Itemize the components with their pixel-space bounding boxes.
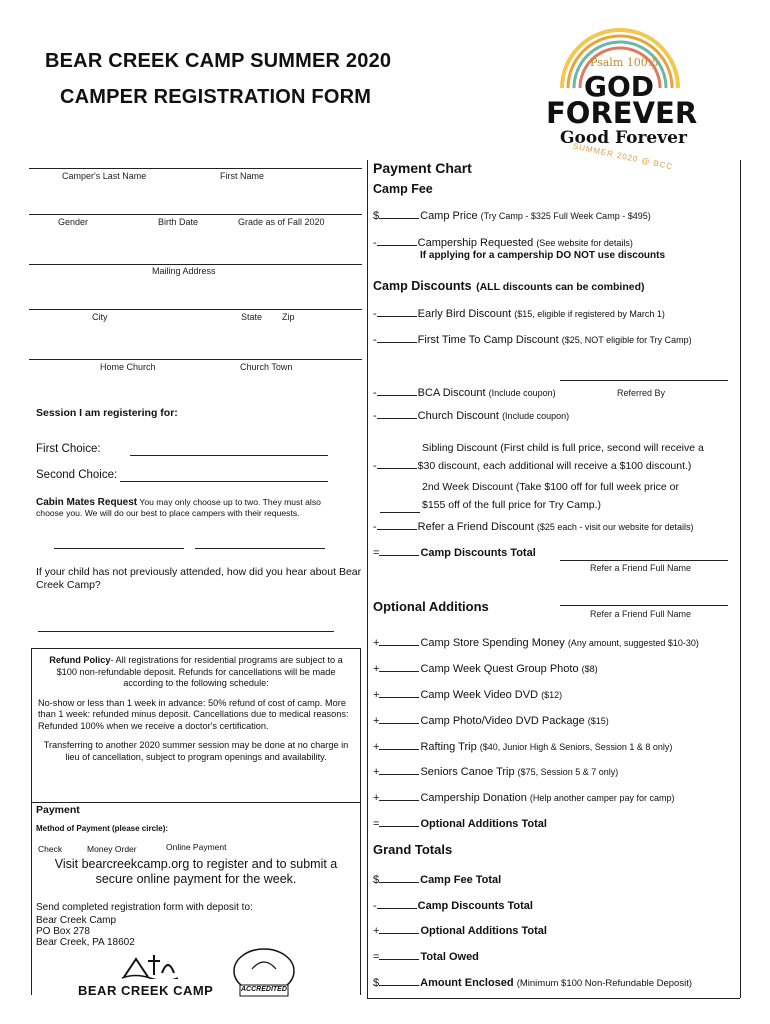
refer-friend-note: ($25 each - visit our website for details) bbox=[536, 522, 694, 532]
discounts-heading-row bbox=[373, 277, 645, 295]
cabin-mates-heading: Cabin Mates Request bbox=[36, 497, 138, 508]
donation-label: Campership Donation bbox=[420, 792, 527, 804]
discounts-heading: Camp Discounts bbox=[373, 279, 472, 293]
logo-psalm: Psalm 100:5 bbox=[590, 56, 659, 69]
bca-symbol: - bbox=[373, 387, 377, 399]
label-state: State bbox=[241, 312, 263, 322]
row-early-bird bbox=[373, 306, 665, 320]
g-enclosed-label: Amount Enclosed bbox=[420, 977, 514, 989]
first-time-note: ($25, NOT eligible for Try Camp) bbox=[561, 335, 692, 345]
row-sibling bbox=[373, 458, 691, 472]
store-symbol: + bbox=[373, 637, 380, 649]
payment-option-check[interactable]: Check bbox=[38, 844, 63, 854]
first-time-field[interactable] bbox=[377, 332, 417, 343]
quest-photo-label: Camp Week Quest Group Photo bbox=[420, 663, 579, 675]
quest-photo-field[interactable] bbox=[379, 661, 419, 672]
optional-total-field[interactable] bbox=[379, 816, 419, 827]
video-note: ($12) bbox=[541, 690, 563, 700]
canoe-symbol: + bbox=[373, 766, 380, 778]
g-discounts-field[interactable] bbox=[377, 898, 417, 909]
church-label: Church Discount bbox=[417, 410, 499, 422]
canoe-note: ($75, Session 5 & 7 only) bbox=[517, 767, 619, 777]
package-symbol: + bbox=[373, 715, 380, 727]
refund-policy-text: - All registrations for residential programs are subject to a $100 non-refundable deposit. Refunds for cancellations will be made according to the following schedule: bbox=[56, 655, 343, 688]
g-fee-label: Camp Fee Total bbox=[420, 874, 502, 886]
rafting-symbol: + bbox=[373, 741, 380, 753]
row-optional-total bbox=[373, 816, 547, 830]
payment-option-money-order[interactable]: Money Order bbox=[87, 844, 137, 854]
donation-symbol: + bbox=[373, 792, 380, 804]
campership-note: (See website for details) bbox=[536, 238, 633, 248]
label-birth-date: Birth Date bbox=[158, 217, 199, 227]
payment-box bbox=[31, 801, 361, 998]
g-enclosed-symbol: $ bbox=[373, 977, 380, 989]
refer-friend-label: Refer a Friend Discount bbox=[417, 521, 534, 533]
g-fee-field[interactable] bbox=[379, 872, 419, 883]
first-time-symbol: - bbox=[373, 334, 377, 346]
second-week-field[interactable] bbox=[380, 512, 420, 513]
refund-policy-heading: Refund Policy bbox=[49, 655, 111, 665]
logo-forever: FOREVER bbox=[546, 96, 698, 130]
refer-friend-symbol: - bbox=[373, 521, 377, 533]
second-week-line2: $155 off of the full price for Try Camp.) bbox=[422, 499, 601, 511]
row-g-owed bbox=[373, 949, 479, 963]
package-field[interactable] bbox=[379, 713, 419, 724]
church-field[interactable] bbox=[377, 408, 417, 419]
bca-note: (Include coupon) bbox=[488, 388, 556, 398]
label-first-name: First Name bbox=[220, 171, 265, 181]
g-owed-symbol: = bbox=[373, 951, 380, 963]
refund-policy-box bbox=[31, 648, 361, 803]
row-bca bbox=[373, 385, 556, 399]
bear-creek-camp-logo-text: BEAR CREEK CAMP bbox=[78, 983, 214, 998]
label-church-town: Church Town bbox=[240, 362, 293, 372]
discounts-total-field[interactable] bbox=[379, 545, 419, 556]
refer-friend-field[interactable] bbox=[377, 519, 417, 530]
early-bird-note: ($15, eligible if registered by March 1) bbox=[514, 309, 665, 319]
g-optional-symbol: + bbox=[373, 925, 380, 937]
row-rafting bbox=[373, 739, 672, 753]
bca-referred-by-field[interactable] bbox=[560, 380, 728, 381]
early-bird-label: Early Bird Discount bbox=[417, 308, 512, 320]
optional-additions-heading: Optional Additions bbox=[373, 599, 489, 614]
referred-by-label: Referred By bbox=[617, 388, 666, 398]
camp-price-symbol: $ bbox=[373, 210, 380, 222]
payment-visit-text: Visit bearcreekcamp.org to register and to submit a secure online payment for the week. bbox=[54, 857, 338, 886]
rafting-field[interactable] bbox=[379, 739, 419, 750]
refer-friend-name-1-field[interactable] bbox=[560, 560, 728, 561]
payment-address-line3: Bear Creek, PA 18602 bbox=[36, 937, 135, 948]
quest-photo-symbol: + bbox=[373, 663, 380, 675]
row-refer-friend bbox=[373, 519, 693, 533]
canoe-field[interactable] bbox=[379, 764, 419, 775]
payment-chart-heading: Payment Chart bbox=[373, 160, 472, 176]
payment-address-line2: PO Box 278 bbox=[36, 926, 90, 937]
cabin-mate-2-field[interactable] bbox=[195, 548, 325, 549]
campership-label: Campership Requested bbox=[417, 237, 534, 249]
row-g-fee bbox=[373, 872, 501, 886]
store-note: (Any amount, suggested $10-30) bbox=[567, 638, 699, 648]
payment-address-line1: Bear Creek Camp bbox=[36, 915, 117, 926]
row-church bbox=[373, 408, 569, 422]
sibling-symbol: - bbox=[373, 460, 377, 472]
store-field[interactable] bbox=[379, 635, 419, 646]
campership-symbol: - bbox=[373, 237, 377, 249]
second-choice-label: Second Choice: bbox=[36, 469, 118, 481]
sibling-line1: Sibling Discount (First child is full price, second will receive a bbox=[422, 442, 704, 454]
optional-total-symbol: = bbox=[373, 818, 380, 830]
logo-good-forever: Good Forever bbox=[560, 128, 687, 148]
g-enclosed-note: (Minimum $100 Non-Refundable Deposit) bbox=[516, 978, 693, 989]
form-title-line2: CAMPER REGISTRATION FORM bbox=[60, 86, 372, 108]
discounts-note: (ALL discounts can be combined) bbox=[476, 281, 645, 293]
refer-friend-name-2-label: Refer a Friend Full Name bbox=[590, 609, 692, 619]
campership-field[interactable] bbox=[377, 235, 417, 246]
refund-schedule: No-show or less than 1 week in advance: 50% refund of cost of camp. More than 1 week: refunded minus deposit. Cancellations due to medical reasons: Refunded 100% when we receive a doctor's certification. bbox=[38, 697, 349, 731]
label-gender: Gender bbox=[58, 217, 89, 227]
session-heading: Session I am registering for: bbox=[36, 407, 178, 419]
bear-creek-camp-emblem-icon bbox=[120, 953, 180, 979]
accredited-label: ACCREDITED bbox=[241, 986, 287, 993]
g-enclosed-field[interactable] bbox=[379, 975, 419, 986]
row-campership bbox=[373, 235, 633, 249]
rafting-note: ($40, Junior High & Seniors, Session 1 & 8 only) bbox=[479, 742, 673, 752]
discounts-total-symbol: = bbox=[373, 547, 380, 559]
row-video bbox=[373, 687, 562, 701]
video-label: Camp Week Video DVD bbox=[420, 689, 539, 701]
camp-price-field[interactable] bbox=[379, 208, 419, 219]
payment-send-text: Send completed registration form with deposit to: bbox=[36, 902, 253, 913]
refund-transfer: Transferring to another 2020 summer session may be done at no charge in lieu of cancellation, subject to program openings and availability. bbox=[43, 740, 349, 762]
donation-note: (Help another camper pay for camp) bbox=[529, 793, 675, 803]
early-bird-field[interactable] bbox=[377, 306, 417, 317]
refer-friend-name-1-label: Refer a Friend Full Name bbox=[590, 563, 692, 573]
row-donation bbox=[373, 790, 674, 804]
video-symbol: + bbox=[373, 689, 380, 701]
g-owed-label: Total Owed bbox=[420, 951, 479, 963]
g-discounts-label: Camp Discounts Total bbox=[417, 900, 533, 912]
store-label: Camp Store Spending Money bbox=[420, 637, 565, 649]
g-owed-field[interactable] bbox=[379, 949, 419, 960]
form-title-line1: BEAR CREEK CAMP SUMMER 2020 bbox=[45, 50, 392, 72]
first-choice-field[interactable] bbox=[130, 455, 328, 456]
row-canoe bbox=[373, 764, 618, 778]
g-optional-label: Optional Additions Total bbox=[420, 925, 547, 937]
bca-label: BCA Discount bbox=[417, 387, 486, 399]
bca-field[interactable] bbox=[377, 385, 417, 396]
package-label: Camp Photo/Video DVD Package bbox=[420, 715, 585, 727]
row-first-time bbox=[373, 332, 692, 346]
heard-about-field[interactable] bbox=[38, 631, 334, 632]
church-symbol: - bbox=[373, 410, 377, 422]
sibling-field[interactable] bbox=[377, 458, 417, 469]
row-discounts-total bbox=[373, 545, 536, 559]
donation-field[interactable] bbox=[379, 790, 419, 801]
camp-price-label: Camp Price bbox=[420, 210, 478, 222]
quest-photo-note: ($8) bbox=[581, 664, 598, 674]
label-city: City bbox=[92, 312, 108, 322]
payment-option-online[interactable]: Online Payment bbox=[166, 842, 227, 852]
god-forever-logo bbox=[540, 28, 700, 178]
row-g-optional bbox=[373, 923, 547, 937]
logo-summer: SUMMER 2020 @ BCC bbox=[572, 141, 674, 172]
label-mailing-address: Mailing Address bbox=[152, 266, 216, 276]
grand-totals-heading: Grand Totals bbox=[373, 842, 453, 857]
payment-method-label: Method of Payment (please circle): bbox=[36, 824, 169, 833]
sibling-line2: $30 discount, each additional will receive a $100 discount.) bbox=[417, 460, 692, 472]
g-fee-symbol: $ bbox=[373, 874, 380, 886]
row-store bbox=[373, 635, 699, 649]
second-choice-field[interactable] bbox=[120, 481, 328, 482]
cabin-mates-note: You may only choose up to two. They must also choose you. We will do our best to place campers with their requests. bbox=[36, 497, 321, 518]
g-optional-field[interactable] bbox=[379, 923, 419, 934]
row-package bbox=[373, 713, 609, 727]
g-discounts-symbol: - bbox=[373, 900, 377, 912]
logo-god: GOD bbox=[584, 70, 655, 103]
early-bird-symbol: - bbox=[373, 308, 377, 320]
label-grade: Grade as of Fall 2020 bbox=[238, 217, 325, 227]
label-zip: Zip bbox=[282, 312, 295, 322]
row-quest-photo bbox=[373, 661, 598, 675]
canoe-label: Seniors Canoe Trip bbox=[420, 766, 515, 778]
package-note: ($15) bbox=[587, 716, 609, 726]
camp-fee-heading: Camp Fee bbox=[373, 182, 433, 196]
payment-heading: Payment bbox=[36, 804, 80, 816]
row-camp-price bbox=[373, 208, 651, 222]
cabin-mates-text bbox=[36, 497, 346, 519]
church-note: (Include coupon) bbox=[502, 411, 570, 421]
first-choice-label: First Choice: bbox=[36, 443, 101, 455]
refer-friend-name-2-field[interactable] bbox=[560, 605, 728, 606]
first-time-label: First Time To Camp Discount bbox=[417, 334, 559, 346]
campership-warning: If applying for a campership DO NOT use discounts bbox=[420, 250, 666, 261]
second-week-line1: 2nd Week Discount (Take $100 off for full week price or bbox=[422, 481, 679, 493]
rafting-label: Rafting Trip bbox=[420, 741, 477, 753]
optional-total-label: Optional Additions Total bbox=[420, 818, 547, 830]
heard-about-question: If your child has not previously attended, how did you hear about Bear Creek Camp? bbox=[36, 566, 362, 591]
row-g-discounts bbox=[373, 898, 533, 912]
video-field[interactable] bbox=[379, 687, 419, 698]
cabin-mate-1-field[interactable] bbox=[54, 548, 184, 549]
row-g-enclosed bbox=[373, 975, 692, 989]
camp-price-note: (Try Camp - $325 Full Week Camp - $495) bbox=[480, 211, 651, 221]
label-home-church: Home Church bbox=[100, 362, 156, 372]
discounts-total-label: Camp Discounts Total bbox=[420, 547, 536, 559]
label-last-name: Camper's Last Name bbox=[62, 171, 147, 181]
